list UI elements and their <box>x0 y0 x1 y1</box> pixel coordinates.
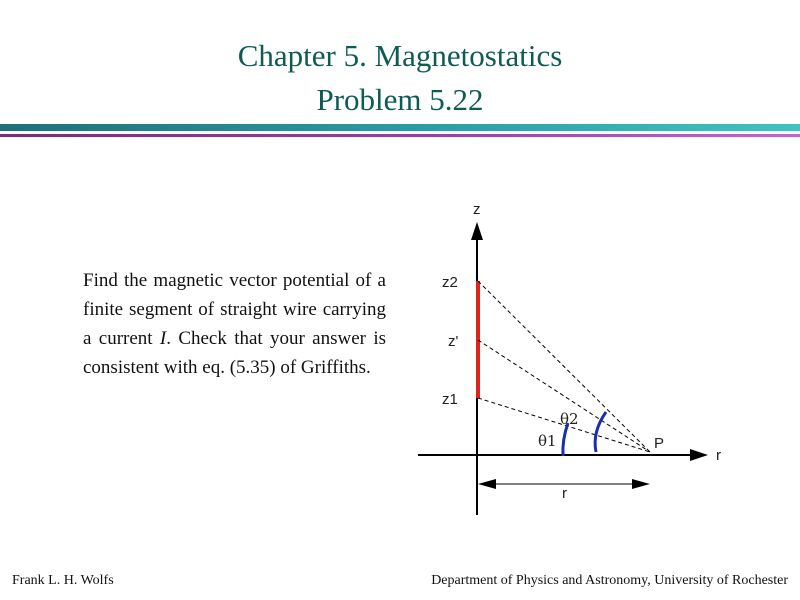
z2-label: z2 <box>442 274 458 291</box>
theta2-label: θ2 <box>560 410 579 428</box>
r-axis-label: r <box>716 447 721 464</box>
point-p-label: P <box>654 435 665 452</box>
distance-r-label: r <box>562 485 567 502</box>
footer-author: Frank L. H. Wolfs <box>12 573 114 588</box>
title-line-chapter: Chapter 5. Magnetostatics <box>237 38 563 73</box>
footer-institution: Department of Physics and Astronomy, University of Rochester <box>431 573 788 588</box>
problem-text-part1: Find the magnetic vector potential of a finite segment of straight wire carrying a current <box>83 270 386 349</box>
z-axis-label: z <box>473 201 481 218</box>
distance-r-arrow-left <box>478 479 496 489</box>
z1-label: z1 <box>442 391 458 408</box>
problem-text-part2: . Check that your answer is consistent with eq. (5.35) of Griffiths. <box>83 328 386 378</box>
title-line-problem: Problem 5.22 <box>316 82 484 117</box>
distance-r-arrow-right <box>632 479 650 489</box>
theta2-arc <box>595 412 606 452</box>
z-axis-arrowhead <box>471 222 483 240</box>
r-axis-arrowhead <box>690 449 708 461</box>
theta1-label: θ1 <box>538 432 557 450</box>
zprime-label: z' <box>448 333 459 350</box>
current-symbol: I <box>159 328 167 349</box>
